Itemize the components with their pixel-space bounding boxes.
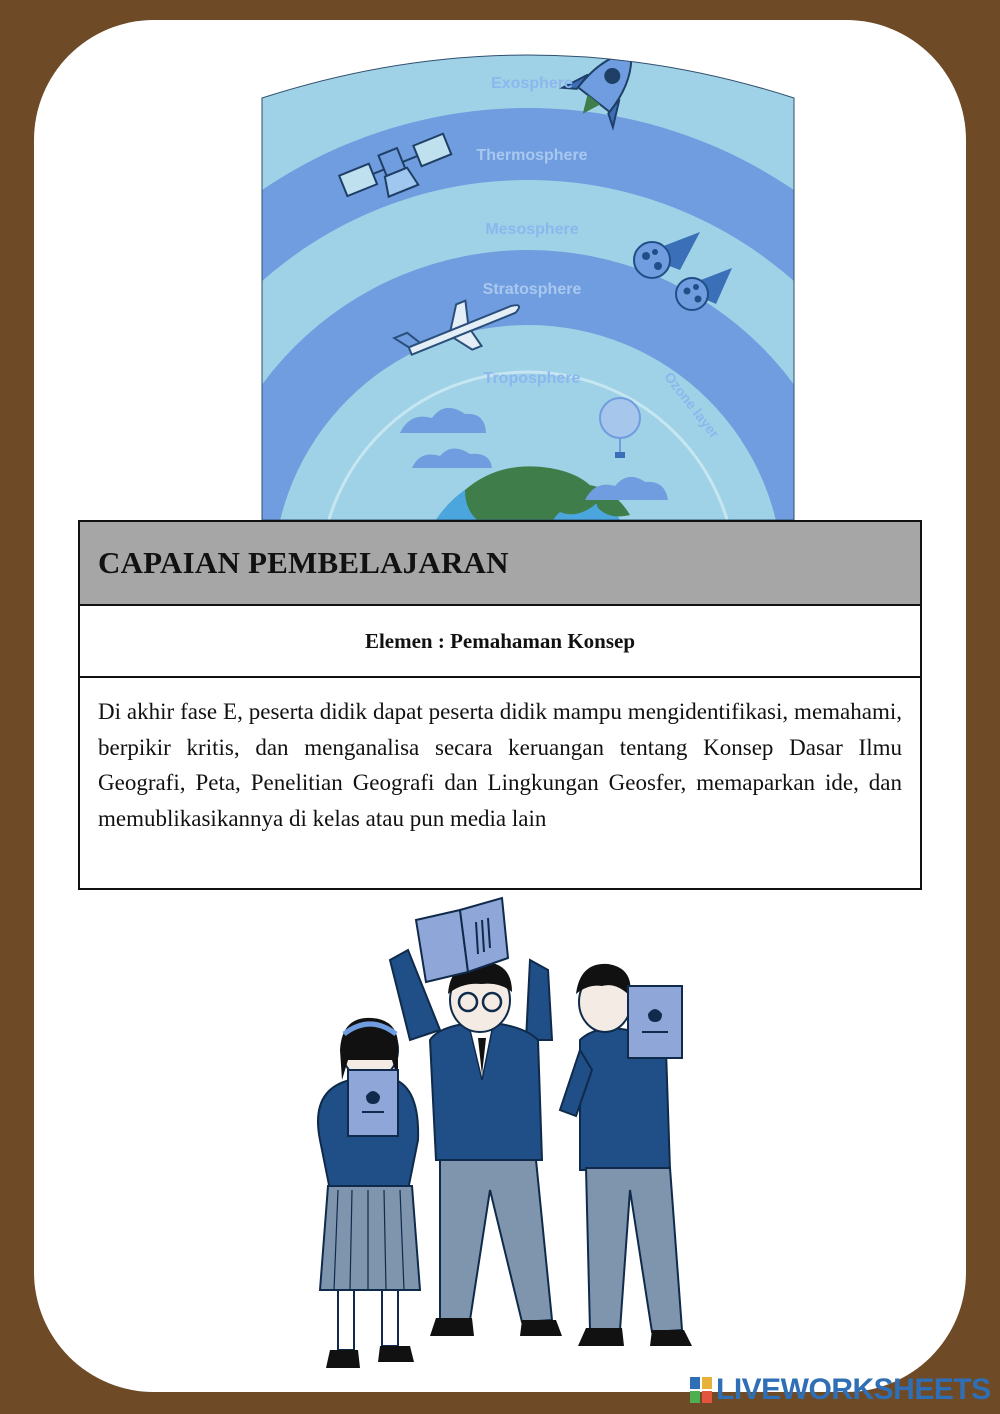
mesosphere-label: Mesosphere [485,221,579,238]
table-header-row [80,522,920,606]
student-girl [318,1018,420,1368]
troposphere-label: Troposphere [483,370,581,387]
learning-outcome-table [78,520,922,890]
ozone-layer-label: Ozone layer [661,368,723,442]
student-boy-right [560,964,692,1346]
liveworksheets-watermark [690,1372,991,1408]
element-row [80,606,920,678]
students-illustration [290,890,710,1390]
atmosphere-illustration [260,20,796,520]
watermark-text: LIVEWORKSHEETS [716,1373,991,1406]
table-title: CAPAIAN PEMBELAJARAN [98,545,509,580]
liveworksheets-logo-icon [690,1377,712,1403]
thermosphere-label: Thermosphere [476,147,588,164]
element-label: Elemen : Pemahaman Konsep [364,628,636,653]
outcome-description: Di akhir fase E, peserta didik dapat peserta didik mampu mengidentifikasi, memahami, berpikir kritis, dan menganalisa secara keruangan tentang Konsep Dasar Ilmu Geografi, Peta, Penelitian Geografi dan Lingkungan Geosfer, memaparkan ide, dan memublikasikannya di kelas atau pun media lain [98,699,902,831]
stratosphere-label: Stratosphere [482,281,582,298]
exosphere-label: Exosphere [491,75,573,92]
